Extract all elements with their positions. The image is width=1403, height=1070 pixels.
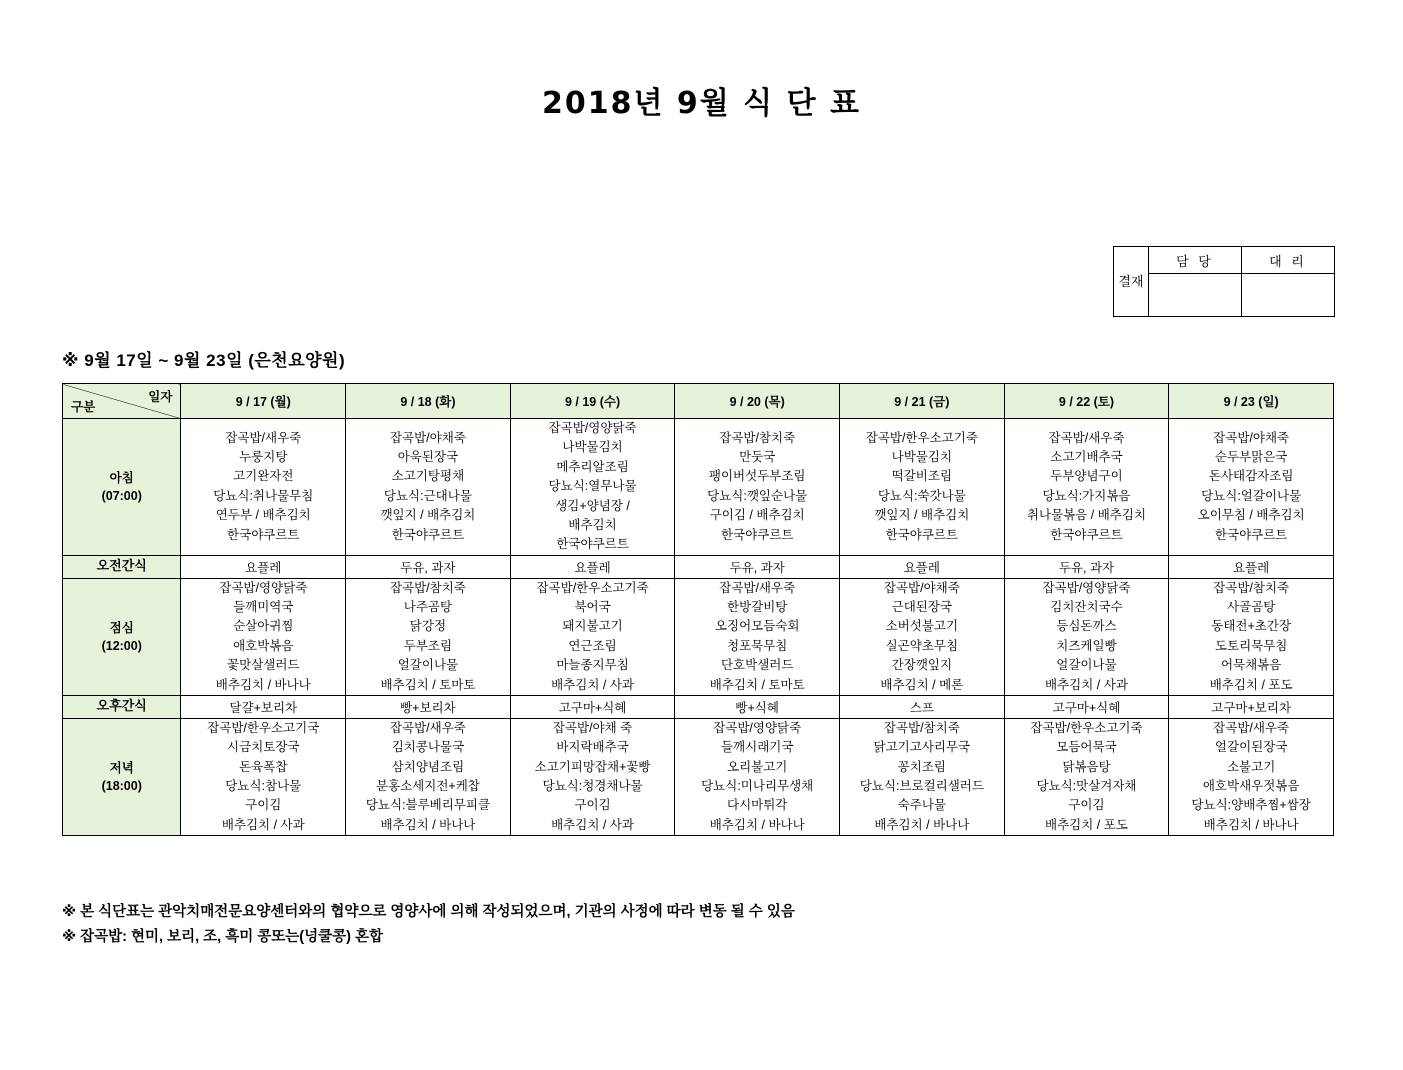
menu-item: 잡곡밥/한우소고기국 <box>207 720 320 735</box>
menu-item: 잡곡밥/새우죽 <box>1213 720 1290 735</box>
menu-item: 닭볶음탕 <box>1062 759 1111 774</box>
menu-item: 두부양념구이 <box>1050 469 1123 484</box>
menu-item: 배추김치 / 포도 <box>1209 677 1293 692</box>
menu-item: 소고기탕평채 <box>391 469 465 484</box>
menu-item: 배추김치 / 사과 <box>551 677 634 692</box>
table-row <box>63 419 1334 556</box>
menu-item: 배추김치 / 바나나 <box>380 817 476 832</box>
menu-item: 배추김치 / 바나나 <box>874 817 970 832</box>
menu-item: 김치콩나물국 <box>391 740 465 755</box>
menu-item: 꽃맛살샐러드 <box>227 658 300 673</box>
table-header-row <box>63 384 1334 419</box>
menu-item: 나박물김치 <box>891 450 953 465</box>
menu-item: 당뇨식:깻잎순나물 <box>707 488 808 503</box>
menu-cell-r1-c6: 요플레 <box>1169 555 1334 578</box>
menu-cell-r2-c0 <box>181 578 346 695</box>
menu-item: 들깨미역국 <box>233 600 294 614</box>
menu-item: 사골곰탕 <box>1226 600 1276 614</box>
menu-item: 분홍소세지전+케찹 <box>375 779 480 793</box>
menu-cell-r4-c0 <box>181 718 346 835</box>
menu-item: 잡곡밥/영양닭죽 <box>219 580 308 595</box>
menu-item: 다시마튀각 <box>727 798 788 813</box>
menu-cell-r4-c5 <box>1004 718 1169 835</box>
week-range: ※ 9월 17일 ~ 9월 23일 (은천요양원) <box>62 351 346 370</box>
menu-item: 두부조림 <box>403 638 453 653</box>
menu-item: 김치잔치국수 <box>1050 600 1123 614</box>
menu-item: 잡곡밥/참치죽 <box>883 720 960 735</box>
menu-item: 숙주나물 <box>897 798 946 813</box>
menu-item: 당뇨식:블루베리무피클 <box>365 798 491 813</box>
corner-label-category: 구분 <box>71 400 96 414</box>
menu-cell-r4-c3 <box>675 718 840 835</box>
menu-item: 마늘종지무침 <box>556 658 629 673</box>
menu-item: 잡곡밥/참치죽 <box>1213 580 1290 595</box>
menu-item: 깻잎지 / 배추김치 <box>874 508 970 523</box>
menu-cell-r1-c3: 두유, 과자 <box>675 555 840 578</box>
menu-item: 누룽지탕 <box>239 450 288 465</box>
menu-cell-r0-c6 <box>1169 419 1334 556</box>
menu-item: 소버섯불고기 <box>885 619 959 634</box>
footnote-1: ※ 잡곡밥: 현미, 보리, 조, 흑미 콩또는(넝쿨콩) 혼합 <box>62 929 383 946</box>
menu-item: 떡갈비조림 <box>891 469 953 484</box>
menu-item: 당뇨식:얼갈이나물 <box>1201 488 1302 503</box>
menu-item: 배추김치 <box>568 517 617 532</box>
menu-item: 구이김 <box>574 798 611 813</box>
row-label-time: (18:00) <box>101 779 142 793</box>
row-label-name: 점심 <box>109 620 134 635</box>
menu-item: 배추김치 / 사과 <box>551 817 634 832</box>
menu-item: 잡곡밥/영양닭죽 <box>713 720 802 735</box>
day-header-4: 9 / 21 (금) <box>840 384 1005 419</box>
menu-item: 배추김치 / 포도 <box>1045 817 1128 832</box>
menu-item: 닭강정 <box>409 619 447 634</box>
row-label-time: (12:00) <box>101 638 142 653</box>
menu-cell-r1-c1: 두유, 과자 <box>346 555 511 578</box>
menu-cell-r2-c1 <box>346 578 511 695</box>
menu-item: 깻잎지 / 배추김치 <box>380 508 476 523</box>
menu-item: 고기완자전 <box>233 469 294 484</box>
approval-label: 결재 <box>1114 247 1149 316</box>
menu-item: 한국야쿠르트 <box>1214 527 1288 542</box>
menu-cell-r3-c0: 달걀+보리차 <box>181 695 346 718</box>
menu-item: 순두부맑은국 <box>1214 450 1288 465</box>
menu-item: 잡곡밥/한우소고기죽 <box>536 580 649 595</box>
menu-cell-r0-c3 <box>675 419 840 556</box>
menu-cell-r0-c4 <box>840 419 1005 556</box>
menu-item: 한국야쿠르트 <box>227 527 300 542</box>
menu-item: 한국야쿠르트 <box>556 537 629 552</box>
menu-item: 한국야쿠르트 <box>1050 527 1123 542</box>
menu-item: 배추김치 / 사과 <box>1045 677 1128 692</box>
menu-item: 삼치양념조림 <box>391 759 465 774</box>
menu-item: 당뇨식:참나물 <box>225 779 302 793</box>
row-label-4 <box>63 718 181 835</box>
menu-cell-r1-c4: 요플레 <box>840 555 1005 578</box>
day-header-5: 9 / 22 (토) <box>1004 384 1169 419</box>
menu-cell-r0-c1 <box>346 419 511 556</box>
menu-cell-r3-c4: 스프 <box>840 695 1005 718</box>
approval-columns <box>1149 247 1334 316</box>
menu-cell-r3-c6: 고구마+보리차 <box>1169 695 1334 718</box>
menu-cell-r2-c3 <box>675 578 840 695</box>
menu-item: 실곤약초무침 <box>885 638 959 653</box>
menu-item: 돈사태감자조림 <box>1208 469 1294 484</box>
menu-item: 소불고기 <box>1226 759 1276 774</box>
menu-item: 나박물김치 <box>562 440 623 455</box>
table-row <box>63 718 1334 835</box>
menu-table <box>62 383 1334 836</box>
footnote-0: ※ 본 식단표는 관악치매전문요양센터와의 협약으로 영양사에 의해 작성되었으며, 기관의 사정에 따라 변동 될 수 있음 <box>62 904 795 920</box>
table-row <box>63 695 1334 718</box>
menu-item: 잡곡밥/영양닭죽 <box>1042 580 1131 595</box>
menu-item: 한방갈비탕 <box>727 600 788 614</box>
menu-item: 팽이버섯두부조림 <box>708 469 806 484</box>
menu-item: 구이김 / 배추김치 <box>709 508 805 523</box>
menu-item: 동태전+초간장 <box>1211 619 1292 634</box>
menu-item: 당뇨식:쑥갓나물 <box>877 488 966 503</box>
menu-item: 얼갈이된장국 <box>1214 740 1288 755</box>
menu-item: 등심돈까스 <box>1056 619 1117 634</box>
menu-item: 잡곡밥/야채 죽 <box>552 720 633 735</box>
menu-item: 취나물볶음 / 배추김치 <box>1026 508 1147 523</box>
menu-cell-r0-c2 <box>510 419 675 556</box>
row-label-0 <box>63 419 181 556</box>
menu-cell-r2-c6 <box>1169 578 1334 695</box>
approval-column-2-header: 대 리 <box>1242 247 1334 274</box>
menu-cell-r3-c5: 고구마+식혜 <box>1004 695 1169 718</box>
day-header-2: 9 / 19 (수) <box>510 384 675 419</box>
menu-item: 연두부 / 배추김치 <box>215 508 311 523</box>
menu-cell-r4-c2 <box>510 718 675 835</box>
menu-cell-r3-c1: 빵+보리차 <box>346 695 511 718</box>
menu-item: 잡곡밥/한우소고기죽 <box>1030 720 1143 735</box>
menu-item: 잡곡밥/새우죽 <box>389 720 466 735</box>
table-row <box>63 555 1334 578</box>
menu-item: 닭고기고사리무국 <box>873 740 971 755</box>
menu-item: 당뇨식:가지볶음 <box>1042 488 1131 503</box>
menu-item: 잡곡밥/야채죽 <box>883 580 960 595</box>
row-label-2 <box>63 578 181 695</box>
menu-item: 돼지불고기 <box>562 619 623 634</box>
menu-item: 얼갈이나물 <box>1056 658 1117 673</box>
row-label-name: 저녁 <box>109 760 134 775</box>
menu-item: 생김+양념장 / <box>555 498 630 513</box>
menu-item: 잡곡밥/참치죽 <box>389 580 466 595</box>
menu-item: 구이김 <box>245 798 282 813</box>
approval-column-1-body[interactable] <box>1149 274 1241 316</box>
menu-item: 어묵채볶음 <box>1220 658 1282 673</box>
menu-item: 배추김치 / 메론 <box>880 677 964 692</box>
menu-cell-r3-c3: 빵+식혜 <box>675 695 840 718</box>
menu-item: 연근조림 <box>568 638 617 653</box>
menu-item: 들깨시래기국 <box>720 740 794 755</box>
menu-item: 만둣국 <box>739 450 776 465</box>
table-row <box>63 578 1334 695</box>
menu-item: 당뇨식:열무나물 <box>548 479 637 494</box>
menu-item: 얼갈이나물 <box>397 658 459 673</box>
menu-cell-r1-c0: 요플레 <box>181 555 346 578</box>
menu-item: 한국야쿠르트 <box>391 527 465 542</box>
menu-item: 애호박볶음 <box>233 638 294 653</box>
menu-table-body <box>63 419 1334 836</box>
menu-item: 잡곡밥/야채죽 <box>1213 430 1290 445</box>
row-label-name: 아침 <box>109 470 134 485</box>
menu-item: 잡곡밥/참치죽 <box>719 430 796 445</box>
menu-item: 치즈케일빵 <box>1056 638 1117 653</box>
menu-item: 청포묵무침 <box>727 638 788 653</box>
menu-item: 당뇨식:청경채나물 <box>542 779 643 793</box>
menu-item: 순살아귀찜 <box>233 619 294 634</box>
menu-item: 당뇨식:양배추찜+쌈장 <box>1191 798 1311 813</box>
menu-item: 한국야쿠르트 <box>885 527 959 542</box>
approval-column-2 <box>1242 247 1334 316</box>
row-label-1: 오전간식 <box>63 555 181 578</box>
menu-item: 돈육폭찹 <box>239 759 288 774</box>
row-label-3: 오후간식 <box>63 695 181 718</box>
menu-cell-r2-c2 <box>510 578 675 695</box>
menu-item: 당뇨식:미나리무생채 <box>701 779 814 793</box>
menu-item: 오이무침 / 배추김치 <box>1197 508 1305 523</box>
menu-item: 도토리묵무침 <box>1214 638 1288 653</box>
menu-item: 메추리알조림 <box>556 459 629 474</box>
day-header-0: 9 / 17 (월) <box>181 384 346 419</box>
footnotes <box>62 900 795 951</box>
menu-item: 구이김 <box>1068 798 1105 813</box>
menu-item: 배추김치 / 바나나 <box>215 677 311 692</box>
menu-cell-r2-c5 <box>1004 578 1169 695</box>
menu-item: 당뇨식:맛살겨자채 <box>1036 779 1137 793</box>
menu-item: 나주곰탕 <box>403 600 453 614</box>
approval-box <box>1113 246 1335 317</box>
menu-item: 북어국 <box>574 600 611 614</box>
menu-item: 한국야쿠르트 <box>720 527 794 542</box>
corner-label-date: 일자 <box>148 390 173 404</box>
menu-item: 시금치토장국 <box>227 740 300 755</box>
menu-item: 근대된장국 <box>891 600 953 614</box>
table-corner-header <box>63 384 181 419</box>
menu-cell-r2-c4 <box>840 578 1005 695</box>
menu-item: 잡곡밥/영양닭죽 <box>548 421 637 435</box>
menu-item: 배추김치 / 바나나 <box>709 817 805 832</box>
menu-cell-r4-c4 <box>840 718 1005 835</box>
menu-item: 오징어모듬숙회 <box>714 619 800 634</box>
menu-item: 소고기배추국 <box>1050 450 1123 465</box>
approval-column-1-header: 담 당 <box>1149 247 1241 274</box>
day-header-1: 9 / 18 (화) <box>346 384 511 419</box>
menu-item: 당뇨식:취나물무침 <box>213 488 314 503</box>
menu-cell-r1-c5: 두유, 과자 <box>1004 555 1169 578</box>
menu-item: 잡곡밥/새우죽 <box>1048 430 1125 445</box>
approval-column-2-body[interactable] <box>1242 274 1334 316</box>
page-title: 2018년 9월 식 단 표 <box>541 86 862 121</box>
menu-item: 당뇨식:브로컬리샐러드 <box>859 779 984 793</box>
menu-item: 배추김치 / 바나나 <box>1203 817 1299 832</box>
menu-item: 잡곡밥/한우소고기죽 <box>865 430 978 445</box>
day-header-6: 9 / 23 (일) <box>1169 384 1334 419</box>
menu-cell-r4-c6 <box>1169 718 1334 835</box>
menu-item: 배추김치 / 토마토 <box>709 677 805 692</box>
menu-cell-r1-c2: 요플레 <box>510 555 675 578</box>
menu-cell-r3-c2: 고구마+식혜 <box>510 695 675 718</box>
menu-item: 단호박샐러드 <box>720 658 794 673</box>
menu-item: 배추김치 / 토마토 <box>380 677 476 692</box>
day-header-3: 9 / 20 (목) <box>675 384 840 419</box>
menu-cell-r0-c0 <box>181 419 346 556</box>
menu-item: 잡곡밥/새우죽 <box>719 580 796 595</box>
menu-item: 당뇨식:근대나물 <box>383 488 472 503</box>
menu-item: 아욱된장국 <box>397 450 459 465</box>
menu-item: 잡곡밥/새우죽 <box>225 430 302 445</box>
approval-column-1 <box>1149 247 1242 316</box>
menu-item: 꽁치조림 <box>897 759 946 774</box>
menu-cell-r0-c5 <box>1004 419 1169 556</box>
row-label-time: (07:00) <box>101 488 142 503</box>
menu-item: 바지락배추국 <box>556 740 629 755</box>
menu-item: 간장깻잎지 <box>891 658 953 673</box>
menu-item: 오리불고기 <box>727 759 788 774</box>
menu-item: 배추김치 / 사과 <box>221 817 305 832</box>
menu-item: 모듬어묵국 <box>1056 740 1117 755</box>
menu-item: 소고기피망잡채+꽃빵 <box>534 759 651 774</box>
menu-item: 애호박새우젓볶음 <box>1202 779 1300 793</box>
menu-item: 잡곡밥/야채죽 <box>389 430 466 445</box>
menu-cell-r4-c1 <box>346 718 511 835</box>
